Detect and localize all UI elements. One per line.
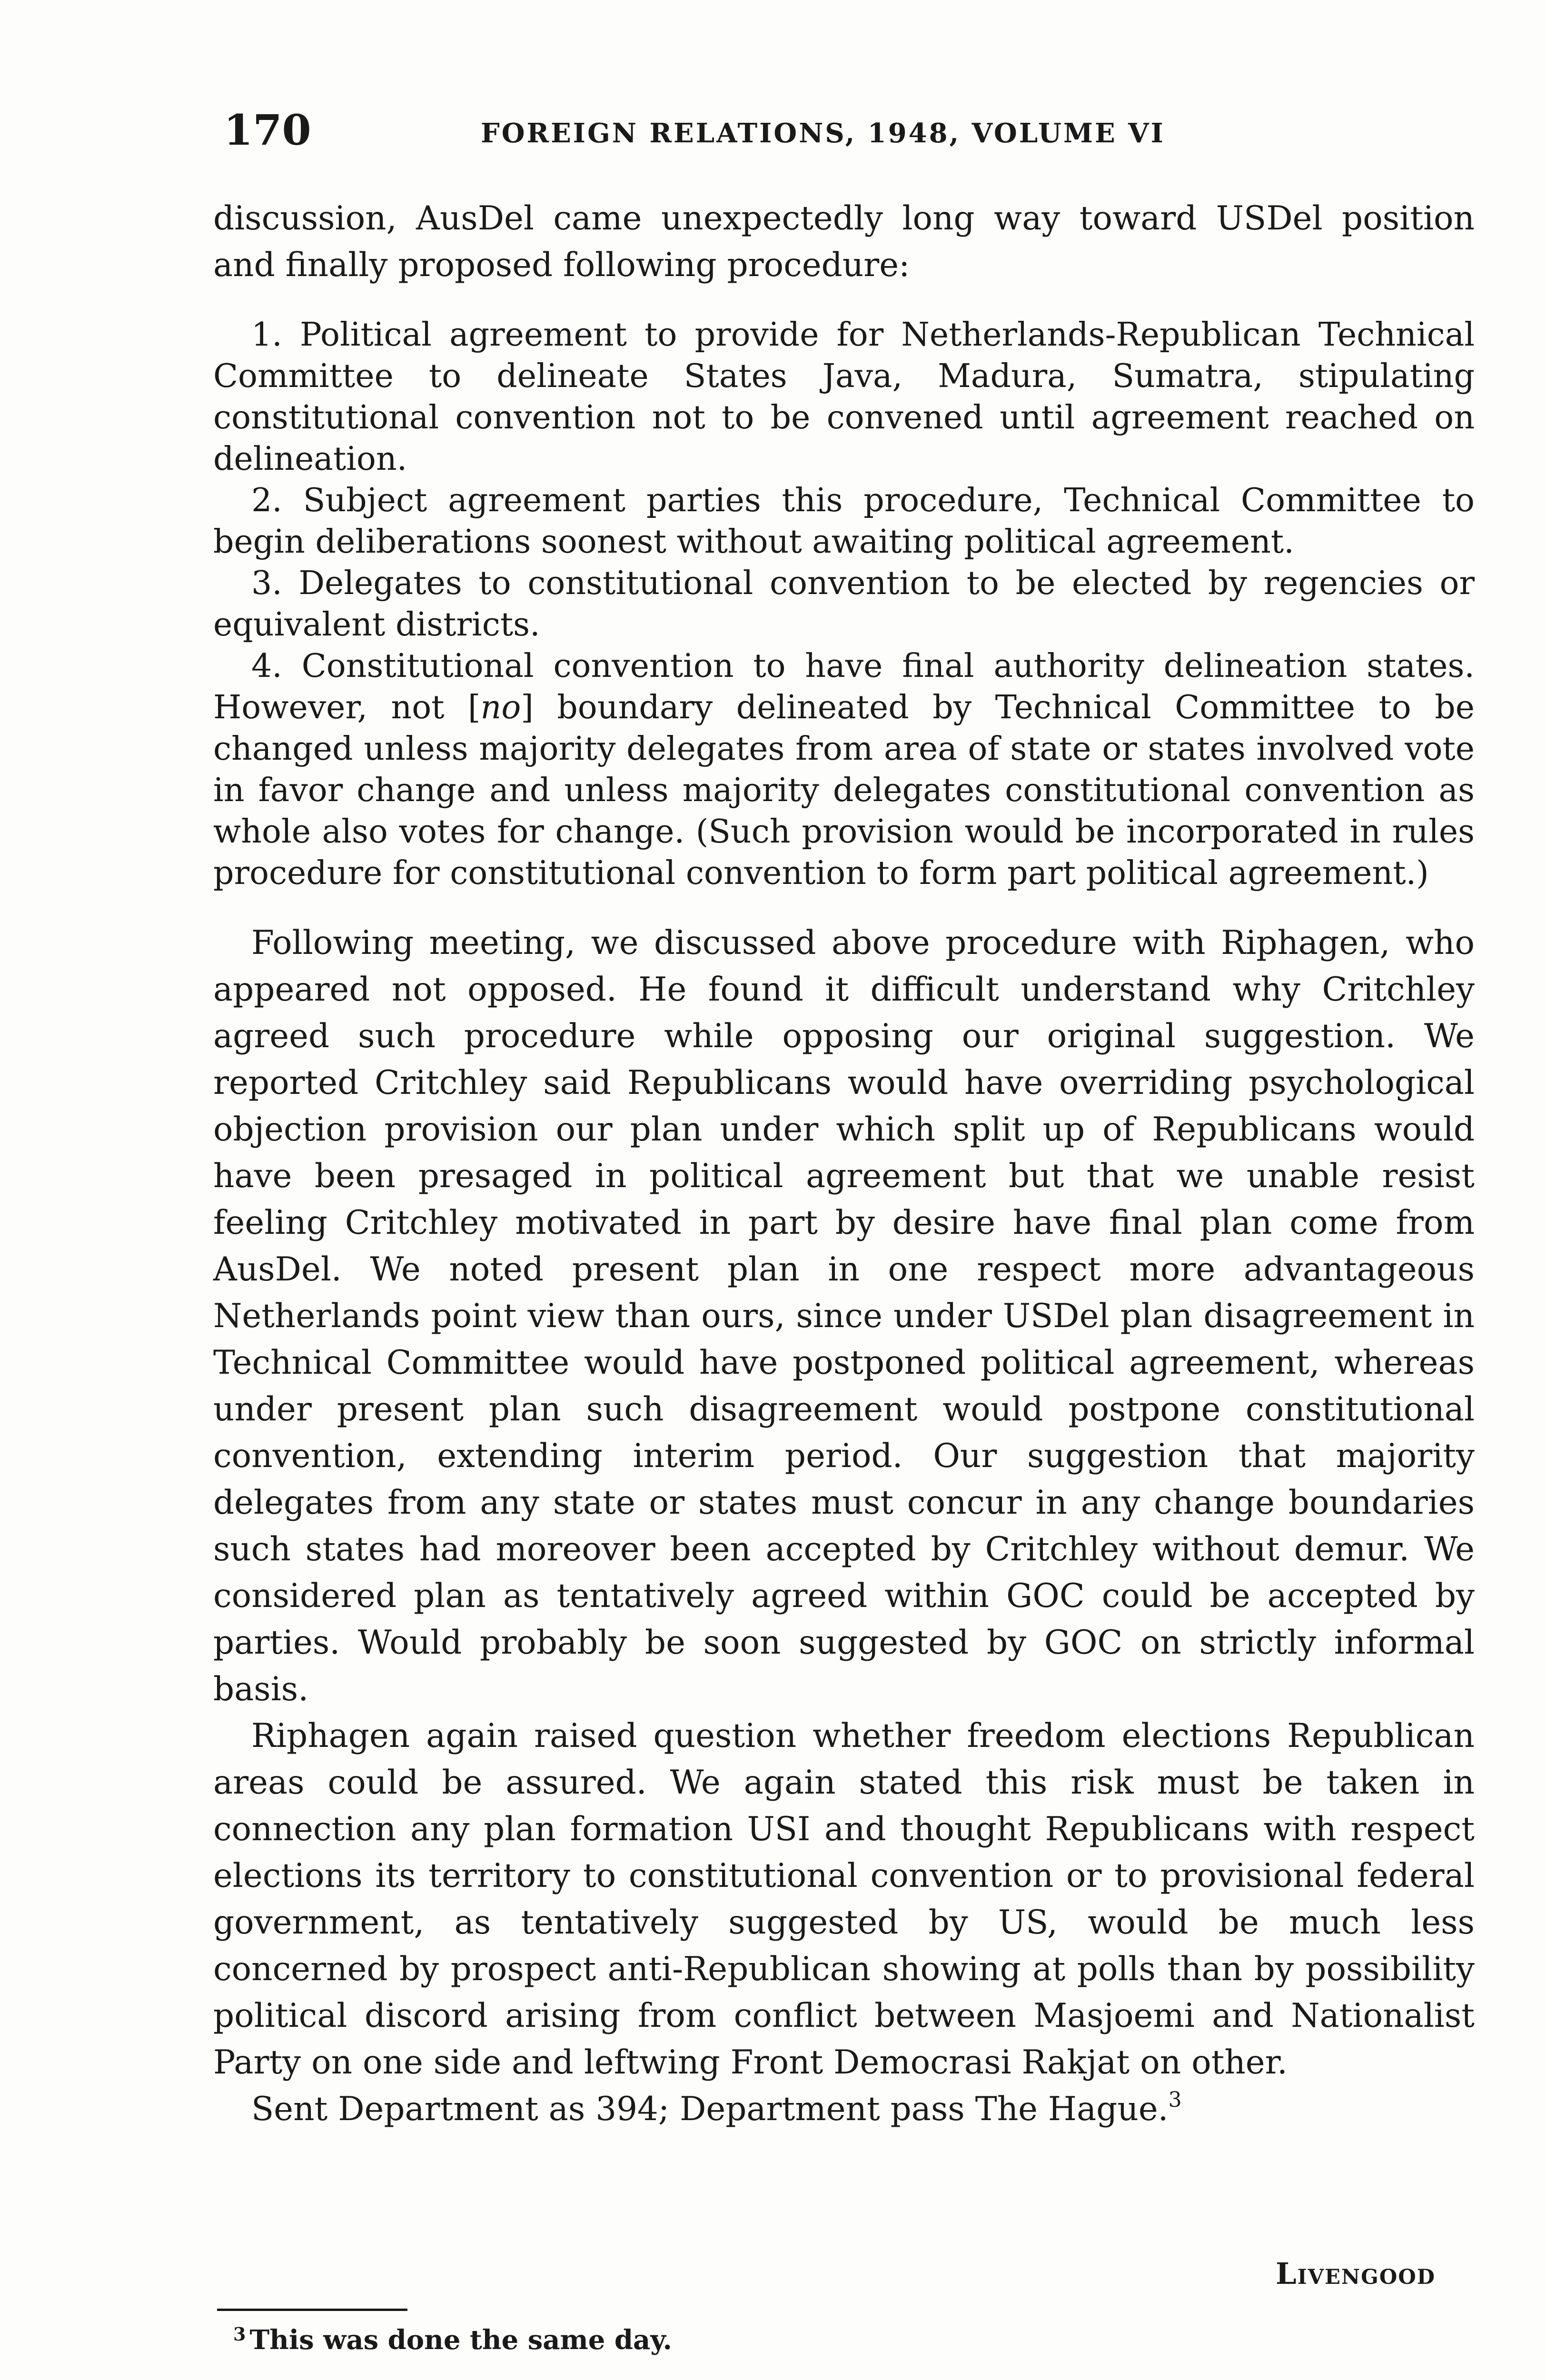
footnote-mark: 3 — [233, 2323, 246, 2345]
procedure-item-4-emphasis: no — [480, 689, 521, 726]
intro-paragraph: discussion, AusDel came unexpectedly long way toward USDel position and finally proposed following procedure: — [213, 199, 1475, 284]
document-body — [213, 195, 1475, 2132]
procedure-item-4 — [213, 645, 1475, 894]
page-number: 170 — [224, 105, 311, 155]
procedure-item-4-part-b: ] boundary delineated by Technical Committee to be changed unless majority delegates from area of state or states involved vote in favor change and unless majority delegates constitutional convention as whole also votes for change. (Such provision would be incorporated in rules procedure for constitutional convention to form part political agreement.) — [213, 689, 1475, 892]
footnote-reference: 3 — [1168, 2088, 1182, 2112]
body-paragraph-1: Following meeting, we discussed above procedure with Riphagen, who appeared not opposed. He found it difficult understand why Critchley agreed such procedure while opposing our original suggestion. We reported Critchley said Republicans would have overriding psychological objection provision our plan under which split up of Republicans would have been presaged in political agreement but that we unable resist feeling Critchley motivated in part by desire have final plan come from AusDel. We noted present plan in one respect more advantageous Netherlands point view than ours, since under USDel plan disagreement in Technical Committee would have postponed political agreement, whereas under present plan such disagreement would postpone constitutional convention, extending interim period. Our suggestion that majority delegates from any state or states must concur in any change boundaries such states had moreover been accepted by Critchley without demur. We considered plan as tentatively agreed within GOC could be accepted by parties. Would probably be soon suggested by GOC on strictly informal basis. — [213, 924, 1475, 1708]
page-header — [224, 104, 1480, 161]
procedure-list — [213, 314, 1475, 894]
footnote-divider — [217, 2309, 407, 2311]
sent-line-text: Sent Department as 394; Department pass The Hague. — [251, 2090, 1169, 2128]
footnote-text: This was done the same day. — [249, 2324, 672, 2356]
procedure-item-2: 2. Subject agreement parties this procedure, Technical Committee to begin deliberations soonest without awaiting political agreement. — [213, 482, 1475, 561]
procedure-item-3: 3. Delegates to constitutional convention to be elected by regencies or equivalent districts. — [213, 565, 1475, 644]
sent-line — [213, 2086, 1475, 2132]
signature: Livengood — [1276, 2256, 1436, 2291]
body-paragraph-2: Riphagen again raised question whether freedom elections Republican areas could be assured. We again stated this risk must be taken in connection any plan formation USI and thought Republicans with respect elections its territory to constitutional convention or to provisional federal government, as tentatively suggested by US, would be much less concerned by prospect anti-Republican showing at polls than by possibility political discord arising from conflict between Masjoemi and Nationalist Party on one side and leftwing Front Democrasi Rakjat on other. — [213, 1717, 1475, 2082]
procedure-item-1: 1. Political agreement to provide for Netherlands-Republican Technical Committee to delineate States Java, Madura, Sumatra, stipulating constitutional convention not to be convened until agreement reached on delineation. — [213, 316, 1475, 478]
procedure-item-4-part-a: 4. Constitutional convention to have final authority delineation states. However, not [ — [213, 647, 1475, 726]
footnote — [233, 2321, 672, 2359]
running-head: FOREIGN RELATIONS, 1948, VOLUME VI — [481, 118, 1165, 149]
